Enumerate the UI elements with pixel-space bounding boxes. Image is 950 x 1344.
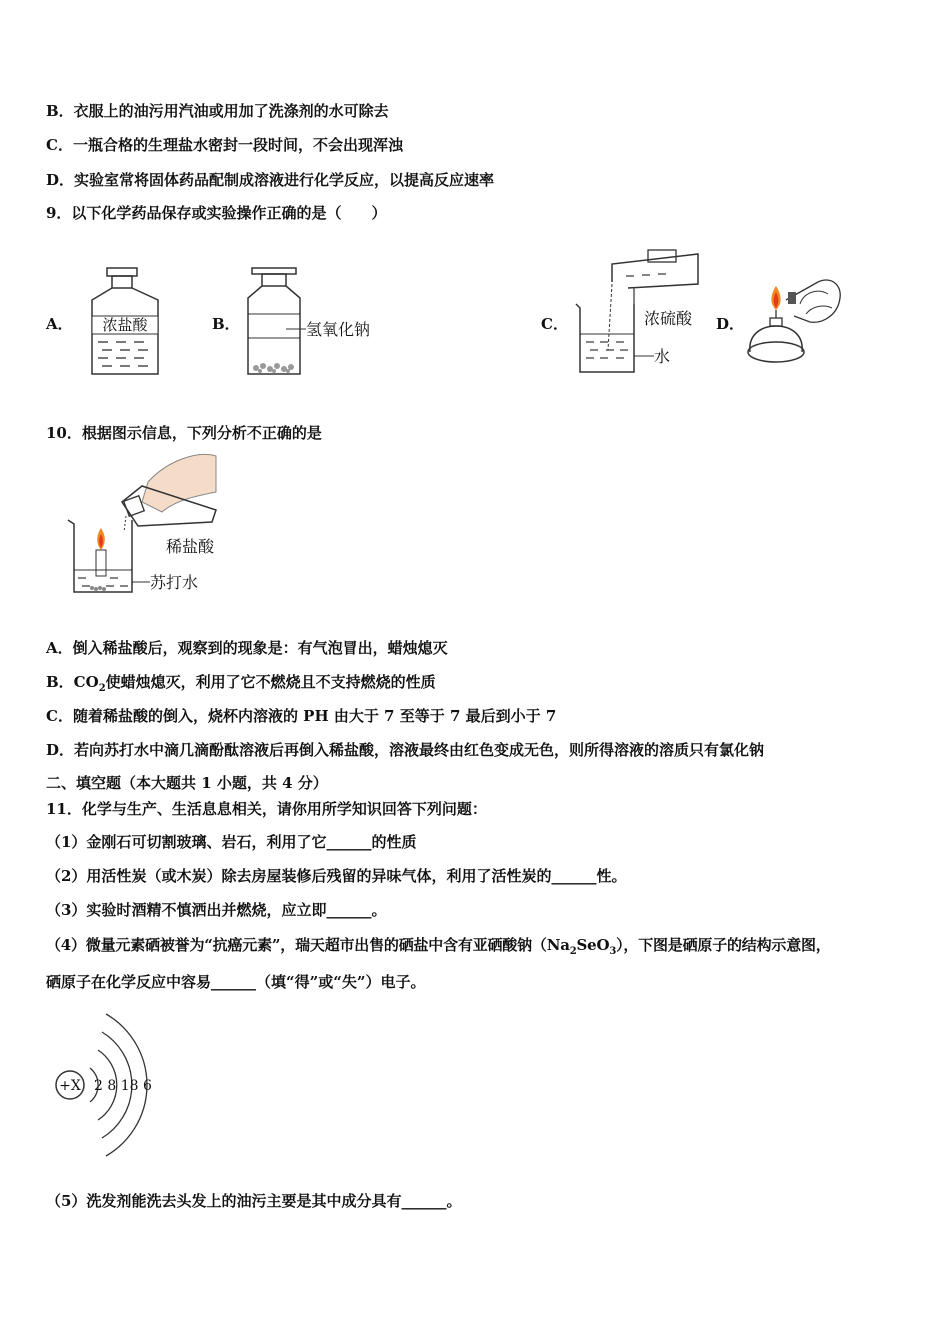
q10-fig-acid-label: 稀盐酸 [166,537,215,556]
q11-stem: 11．化学与生产、生活息息相关，请你用所学知识回答下列问题： [46,800,487,818]
q9-figc-water-label: 水 [654,347,671,366]
q9-label-d: D． [716,315,745,333]
q9-figure-a [86,266,166,378]
q9-figb-label: 氢氧化钠 [306,320,371,339]
selenium-atom-diagram [46,1010,166,1160]
q11-part-4-line2: 硒原子在化学反应中容易______（填“得”或“失”）电子。 [46,973,426,991]
q9-label-c: C． [541,315,568,333]
q11-part-5: （5）洗发剂能洗去头发上的油污主要是其中成分具有______。 [46,1192,462,1210]
q8-option-c: C．一瓶合格的生理盐水密封一段时间，不会出现浑浊 [46,136,403,154]
q10-option-c: C．随着稀盐酸的倒入，烧杯内溶液的 PH 由大于 7 至等于 7 最后到小于 7 [46,707,557,725]
q9-label-b: B． [212,315,240,333]
q11-part-3: （3）实验时酒精不慎洒出并燃烧，应立即______。 [46,901,387,919]
q9-figure-d [744,264,848,370]
q8-option-d: D．实验室常将固体药品配制成溶液进行化学反应，以提高反应速率 [46,171,495,189]
q10-figure [66,452,236,600]
q10-fig-soda-label: 苏打水 [150,573,199,592]
q9-label-a: A． [46,315,73,333]
q11-part-4: （4）微量元素硒被誉为“抗癌元素”，瑞天超市出售的硒盐中含有亚硒酸钠$(Na_2SeO_3)$，下图是硒原子的结构示意图， [46,936,831,957]
q10-option-b: B．$CO_2$使蜡烛熄灭，利用了它不燃烧且不支持燃烧的性质 [46,673,436,694]
q10-stem: 10．根据图示信息，下列分析不正确的是 [46,424,322,442]
q11-part-2: （2）用活性炭（或木炭）除去房屋装修后残留的异味气体，利用了活性炭的______性。 [46,867,627,885]
q9-stem: 9．以下化学药品保存或实验操作正确的是（ ） [46,204,387,222]
atom-nucleus-label: +X [59,1078,81,1094]
q10-option-a: A．倒入稀盐酸后，观察到的现象是：有气泡冒出，蜡烛熄灭 [46,639,448,657]
q8-option-b: B．衣服上的油污用汽油或用加了洗涤剂的水可除去 [46,102,389,120]
section-2-heading: 二、填空题（本大题共 1 小题，共 4 分） [46,774,328,792]
q9-figc-acid-label: 浓硫酸 [644,309,693,328]
q9-figa-label: 浓盐酸 [102,316,148,334]
q10-option-d: D．若向苏打水中滴几滴酚酞溶液后再倒入稀盐酸，溶液最终由红色变成无色，则所得溶液的溶质只有氯化钠 [46,741,765,759]
atom-shell-electrons: 2 8 18 6 [94,1078,152,1094]
q9-figure-b [244,266,384,378]
q9-figure-c [568,244,708,378]
q11-part-1: （1）金刚石可切割玻璃、岩石，利用了它______的性质 [46,833,417,851]
